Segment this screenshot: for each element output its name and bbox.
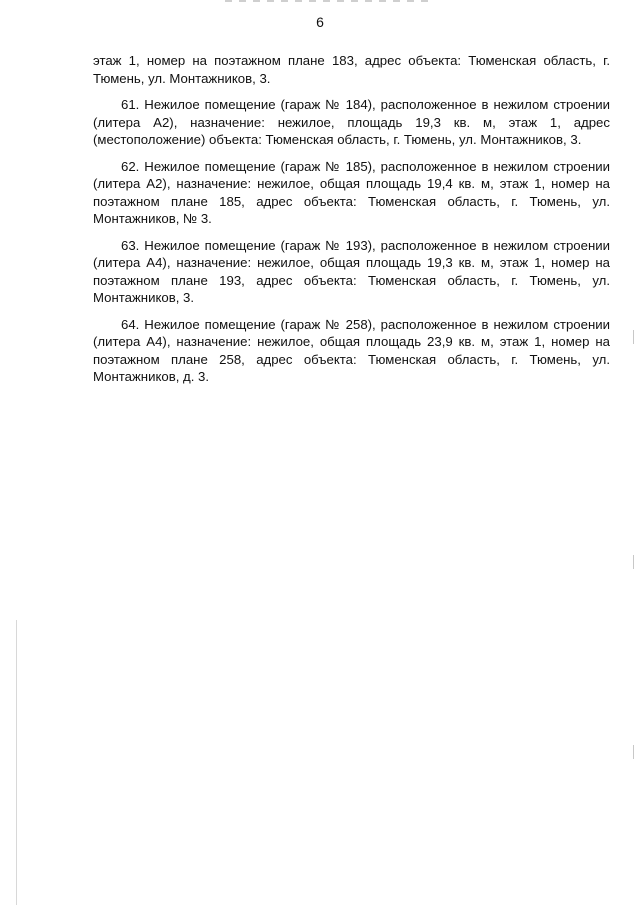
paragraph-item-64: 64. Нежилое помещение (гараж № 258), расположенное в нежилом строении (литера А4), назначение: нежилое, общая площадь 23,9 кв. м, этаж 1, номер на поэтажном плане 258, адрес объекта: Тюменская область, г. Тюмень, ул. Монтажников, д. 3. <box>93 316 610 384</box>
document-body <box>93 52 610 395</box>
paragraph-continuation: этаж 1, номер на поэтажном плане 183, адрес объекта: Тюменская область, г. Тюмень, ул. Монтажников, 3. <box>93 53 610 86</box>
page-number: 6 <box>316 14 324 30</box>
scan-artifact-edge-tick <box>633 330 634 344</box>
scan-artifact-edge-tick <box>633 745 634 759</box>
scan-artifact-top <box>225 0 435 2</box>
paragraph-item-63: 63. Нежилое помещение (гараж № 193), расположенное в нежилом строении (литера А4), назначение: нежилое, общая площадь 19,3 кв. м, этаж 1, номер на поэтажном плане 193, адрес объекта: Тюменская область, г. Тюмень, ул. Монтажников, 3. <box>93 237 610 305</box>
scan-artifact-edge-tick <box>633 555 634 569</box>
scan-artifact-left-rule <box>16 620 17 905</box>
paragraph-item-62: 62. Нежилое помещение (гараж № 185), расположенное в нежилом строении (литера А2), назначение: нежилое, общая площадь 19,4 кв. м, этаж 1, номер на поэтажном плане 185, адрес объекта: Тюменская область, г. Тюмень, ул. Монтажников, № 3. <box>93 158 610 226</box>
paragraph-item-61: 61. Нежилое помещение (гараж № 184), расположенное в нежилом строении (литера А2), назначение: нежилое, площадь 19,3 кв. м, этаж 1, адрес (местоположение) объекта: Тюменская область, г. Тюмень, ул. Монтажников, 3. <box>93 97 610 147</box>
